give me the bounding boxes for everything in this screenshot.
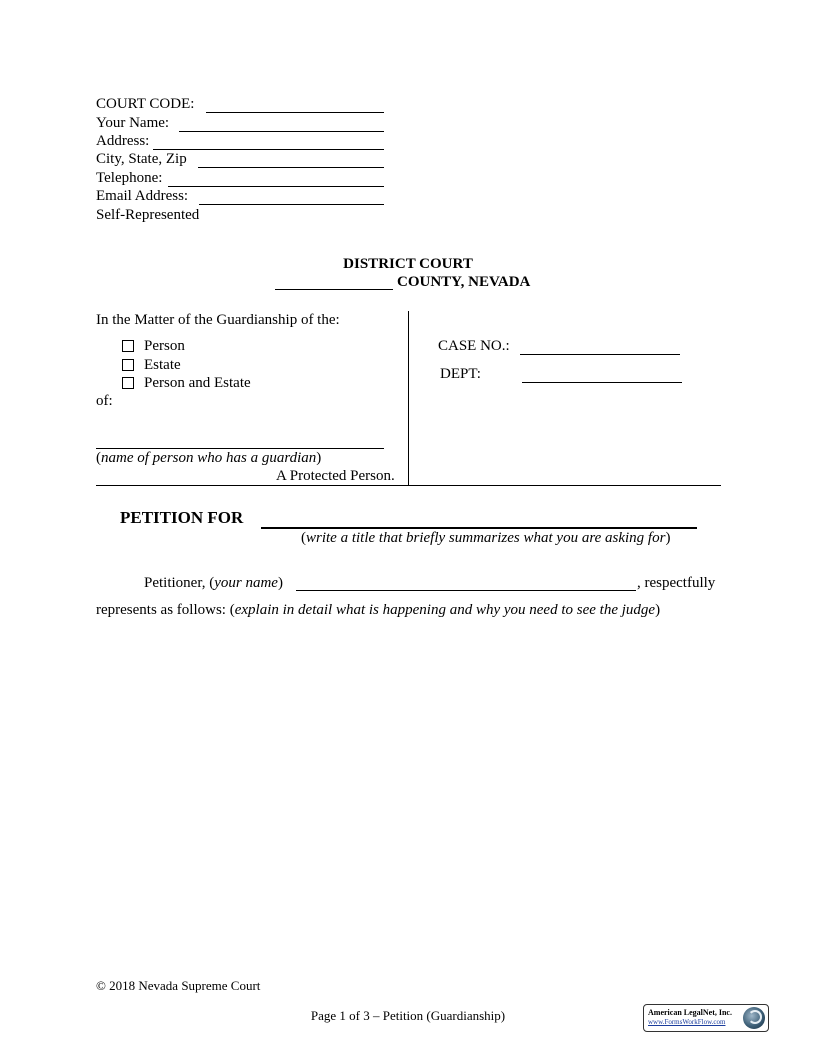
explain-close-paren: ) (655, 602, 661, 618)
city-state-zip-field[interactable] (198, 167, 384, 168)
email-field[interactable] (199, 204, 384, 205)
court-code-field[interactable] (206, 112, 384, 113)
address-label: Address: (96, 133, 150, 149)
petitioner-name-field[interactable] (296, 590, 636, 591)
self-represented-label: Self-Represented (96, 207, 200, 223)
estate-option-label: Estate (144, 357, 181, 373)
matter-label: In the Matter of the Guardianship of the: (96, 312, 340, 328)
your-name-label: Your Name: (96, 115, 170, 131)
page-number-text: Page 1 of 3 – Petition (Guardianship) (310, 1008, 506, 1023)
county-field[interactable] (275, 289, 393, 290)
title-hint-open-paren: ( (301, 530, 306, 546)
your-name-field[interactable] (179, 131, 384, 132)
swirl-icon (748, 1010, 762, 1024)
respectfully-text: , respectfully (637, 575, 716, 591)
email-label: Email Address: (96, 188, 189, 204)
logo-url-link[interactable]: www.FormsWorkFlow.com (648, 1018, 726, 1026)
case-no-label: CASE NO.: (438, 338, 510, 354)
telephone-field[interactable] (168, 186, 384, 187)
name-hint-text: name of person who has a guardian (101, 450, 317, 466)
person-option-label: Person (144, 338, 185, 354)
your-name-hint: your name (214, 575, 278, 591)
name-hint-close-paren: ) (316, 450, 322, 466)
county-label: COUNTY, NEVADA (397, 274, 531, 290)
logo-company-name: American LegalNet, Inc. (648, 1008, 732, 1017)
petition-title: PETITION FOR (120, 508, 244, 527)
legalnet-logo[interactable] (643, 1004, 769, 1032)
petitioner-text: Petitioner, (144, 575, 206, 591)
person-and-estate-option-label: Person and Estate (144, 375, 251, 391)
explain-hint: explain in detail what is happening and why you need to see the judge (234, 602, 656, 618)
represents-text: represents as follows: (96, 602, 226, 618)
dept-label: DEPT: (440, 366, 481, 382)
dept-field[interactable] (522, 382, 682, 383)
case-no-field[interactable] (520, 354, 680, 355)
city-state-zip-label: City, State, Zip (96, 151, 187, 167)
protected-person-name-hint (96, 449, 321, 467)
caption-vertical-divider (408, 311, 409, 486)
person-checkbox[interactable] (122, 340, 134, 352)
your-name-close-paren: ) (277, 575, 283, 591)
your-name-open-paren: ( (209, 575, 215, 591)
copyright-text: © 2018 Nevada Supreme Court (96, 978, 261, 993)
explain-open-paren: ( (229, 602, 235, 618)
caption-bottom-rule (96, 485, 721, 486)
telephone-label: Telephone: (96, 170, 163, 186)
court-title: DISTRICT COURT (343, 256, 473, 272)
person-and-estate-checkbox[interactable] (122, 377, 134, 389)
address-field[interactable] (153, 149, 384, 150)
of-label: of: (96, 393, 113, 409)
name-hint-open-paren: ( (96, 450, 101, 466)
estate-checkbox[interactable] (122, 359, 134, 371)
title-hint-text: write a title that briefly summarizes what you are asking for (306, 530, 666, 546)
title-hint-close-paren: ) (665, 530, 671, 546)
court-code-label: COURT CODE: (96, 96, 195, 112)
petition-title-hint (301, 529, 670, 547)
protected-person-label: A Protected Person. (276, 468, 395, 484)
petitioner-label (144, 574, 283, 592)
represents-line (96, 601, 660, 619)
